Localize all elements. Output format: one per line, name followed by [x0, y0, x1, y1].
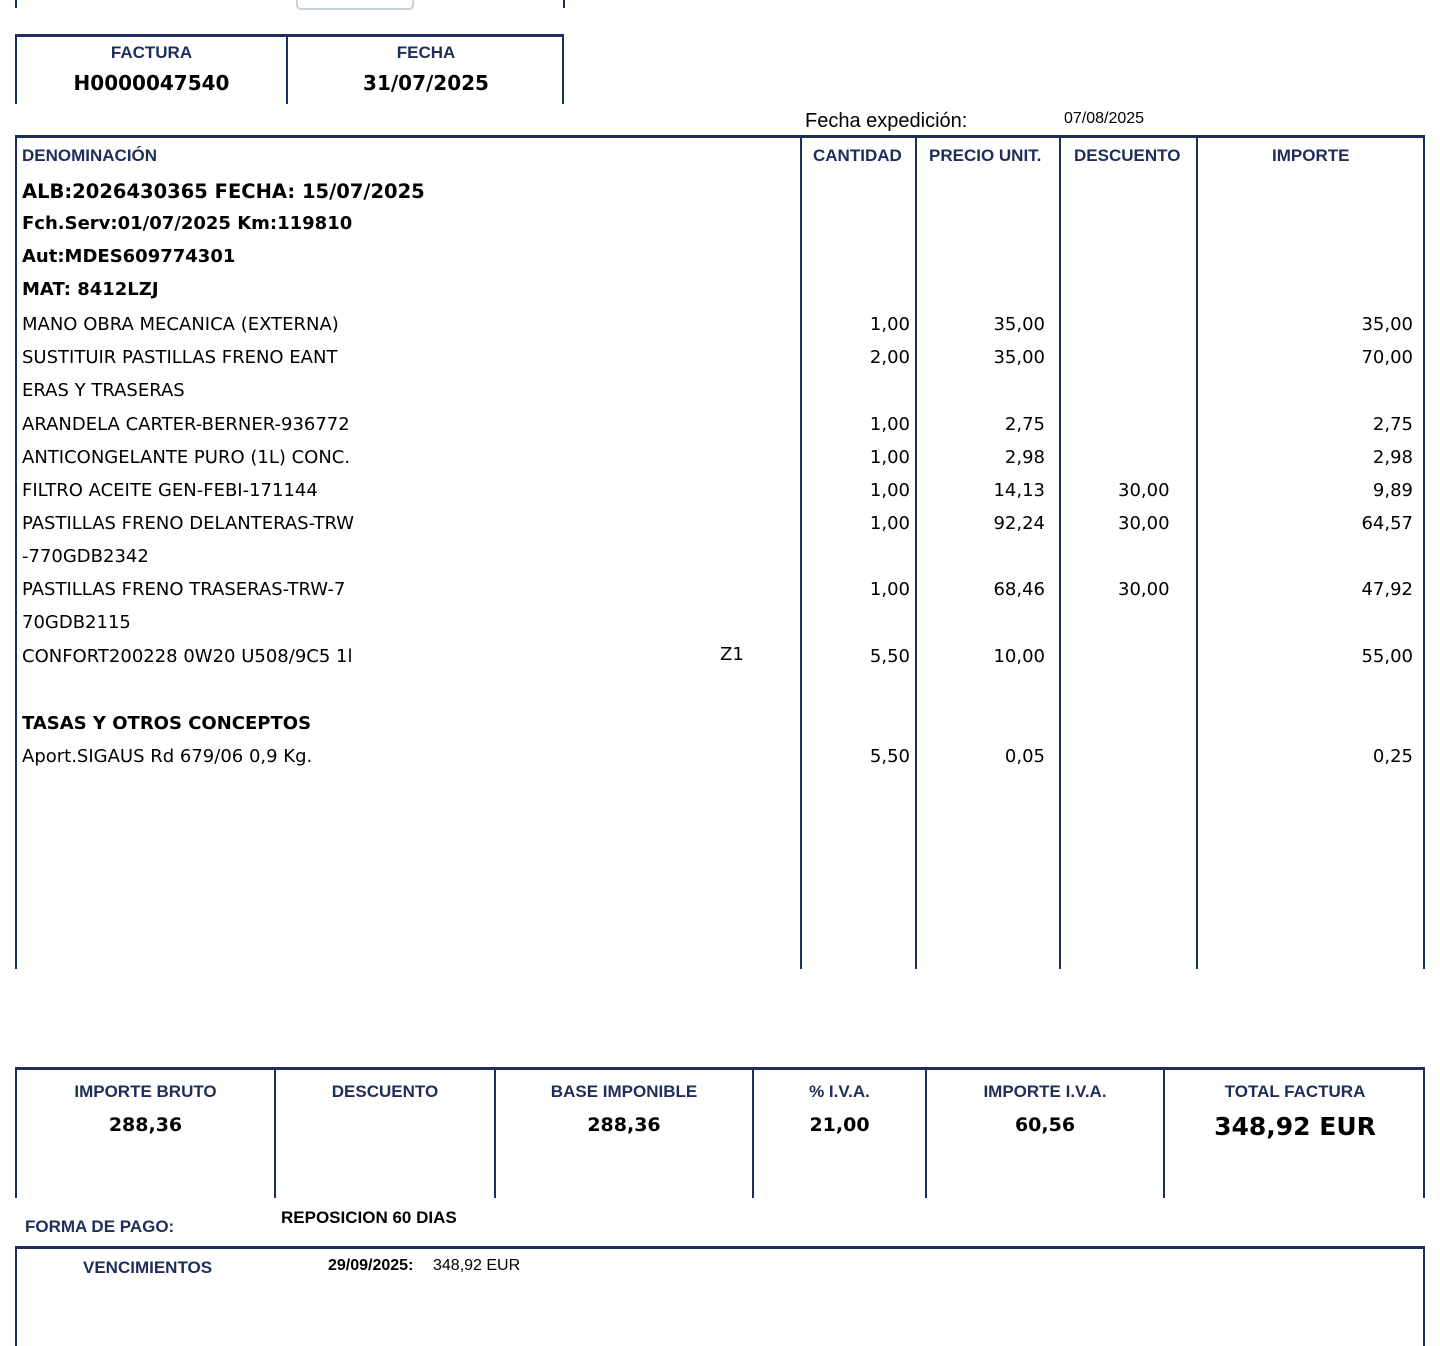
totals-box [15, 1067, 1425, 1198]
invoice-number: H0000047540 [73, 71, 230, 95]
line-amount: 70,00 [1361, 347, 1413, 368]
line-amount: 55,00 [1361, 646, 1413, 667]
line-quantity: 1,00 [869, 579, 910, 600]
discount-cell [276, 1082, 494, 1114]
line-description: MANO OBRA MECANICA (EXTERNA) [22, 314, 339, 335]
line-description: ERAS Y TRASERAS [22, 380, 185, 401]
invoice-number-cell [17, 43, 286, 95]
due-date: 29/09/2025: [328, 1257, 414, 1274]
due-amount: 348,92 EUR [433, 1257, 521, 1274]
line-quantity: 1,00 [869, 513, 910, 534]
line-unit-price: 92,24 [993, 513, 1045, 534]
delivery-note-info: ALB:2026430365 FECHA: 15/07/2025 [22, 180, 425, 203]
column-divider [1196, 138, 1198, 969]
line-unit-price: 10,00 [993, 646, 1045, 667]
line-unit-price: 2,98 [1004, 447, 1045, 468]
gross-amount: 288,36 [108, 1114, 183, 1136]
discount-label: DESCUENTO [331, 1082, 439, 1101]
items-table [15, 135, 1425, 969]
column-divider [915, 138, 917, 969]
fees-section-title: TASAS Y OTROS CONCEPTOS [22, 713, 312, 734]
issue-date-label: Fecha expedición: [805, 110, 968, 132]
service-info: Fch.Serv:01/07/2025 Km:119810 [22, 213, 353, 234]
line-amount: 47,92 [1361, 579, 1413, 600]
fee-description: Aport.SIGAUS Rd 679/06 0,9 Kg. [22, 746, 313, 767]
stamp-edge [296, 0, 414, 10]
vat-amount-label: IMPORTE I.V.A. [983, 1082, 1107, 1101]
top-frame-edge [15, 0, 17, 8]
line-description: CONFORT200228 0W20 U508/9C5 1l [22, 646, 353, 667]
line-description: -770GDB2342 [22, 546, 149, 567]
payment-method-label: FORMA DE PAGO: [25, 1217, 175, 1236]
line-description: PASTILLAS FRENO DELANTERAS-TRW [22, 513, 355, 534]
line-amount: 9,89 [1372, 480, 1413, 501]
fee-unit-price: 0,05 [1004, 746, 1045, 767]
plate-info: MAT: 8412LZJ [22, 279, 159, 300]
fee-amount: 0,25 [1372, 746, 1413, 767]
column-divider [800, 138, 802, 969]
line-amount: 2,98 [1372, 447, 1413, 468]
line-description: ANTICONGELANTE PURO (1L) CONC. [22, 447, 351, 468]
vat-rate-label: % I.V.A. [809, 1082, 870, 1101]
line-discount: 30,00 [1118, 513, 1170, 534]
invoice-date-cell [288, 43, 564, 95]
line-description: FILTRO ACEITE GEN-FEBI-171144 [22, 480, 318, 501]
line-unit-price: 35,00 [993, 347, 1045, 368]
line-description: ARANDELA CARTER-BERNER-936772 [22, 414, 350, 435]
line-unit-price: 2,75 [1004, 414, 1045, 435]
line-quantity: 1,00 [869, 314, 910, 335]
line-description: 70GDB2115 [22, 612, 131, 633]
taxable-base-cell [496, 1082, 752, 1136]
line-unit-price: 68,46 [993, 579, 1045, 600]
line-discount: 30,00 [1118, 480, 1170, 501]
fee-quantity: 5,50 [869, 746, 910, 767]
header-cantidad: CANTIDAD [813, 146, 902, 165]
header-denominacion: DENOMINACIÓN [22, 146, 158, 165]
line-quantity: 1,00 [869, 414, 910, 435]
due-dates-box [15, 1246, 1425, 1346]
line-description: PASTILLAS FRENO TRASERAS-TRW-7 [22, 579, 346, 600]
gross-amount-label: IMPORTE BRUTO [74, 1082, 217, 1101]
taxable-base: 288,36 [587, 1114, 661, 1136]
line-amount: 2,75 [1372, 414, 1413, 435]
line-unit-price: 14,13 [993, 480, 1045, 501]
authorization-info: Aut:MDES609774301 [22, 246, 236, 267]
vat-rate-cell [754, 1082, 925, 1136]
line-unit-price: 35,00 [993, 314, 1045, 335]
vat-amount-cell [927, 1082, 1163, 1136]
invoice-date-label: FECHA [396, 43, 456, 62]
invoice-number-label: FACTURA [110, 43, 193, 62]
invoice-total-cell [1165, 1082, 1425, 1141]
vat-amount: 60,56 [1014, 1114, 1076, 1136]
header-descuento: DESCUENTO [1074, 146, 1181, 165]
line-quantity: 5,50 [869, 646, 910, 667]
due-dates-label: VENCIMIENTOS [83, 1258, 213, 1277]
line-quantity: 1,00 [869, 447, 910, 468]
invoice-header-box [15, 34, 564, 104]
line-quantity: 1,00 [869, 480, 910, 501]
line-description: SUSTITUIR PASTILLAS FRENO EANT [22, 347, 338, 368]
line-amount: 35,00 [1361, 314, 1413, 335]
line-code: Z1 [720, 644, 744, 665]
issue-date: 07/08/2025 [1064, 110, 1145, 127]
invoice-date: 31/07/2025 [363, 71, 489, 95]
gross-amount-cell [17, 1082, 274, 1136]
vat-rate: 21,00 [809, 1114, 870, 1136]
column-divider [1059, 138, 1061, 969]
invoice-total: 348,92 EUR [1214, 1112, 1376, 1141]
header-precio: PRECIO UNIT. [929, 146, 1042, 165]
line-discount: 30,00 [1118, 579, 1170, 600]
payment-method: REPOSICION 60 DIAS [281, 1208, 457, 1227]
header-importe: IMPORTE [1272, 146, 1350, 165]
line-amount: 64,57 [1361, 513, 1413, 534]
top-frame-edge [563, 0, 565, 8]
invoice-total-label: TOTAL FACTURA [1224, 1082, 1366, 1101]
taxable-base-label: BASE IMPONIBLE [550, 1082, 698, 1101]
line-quantity: 2,00 [869, 347, 910, 368]
